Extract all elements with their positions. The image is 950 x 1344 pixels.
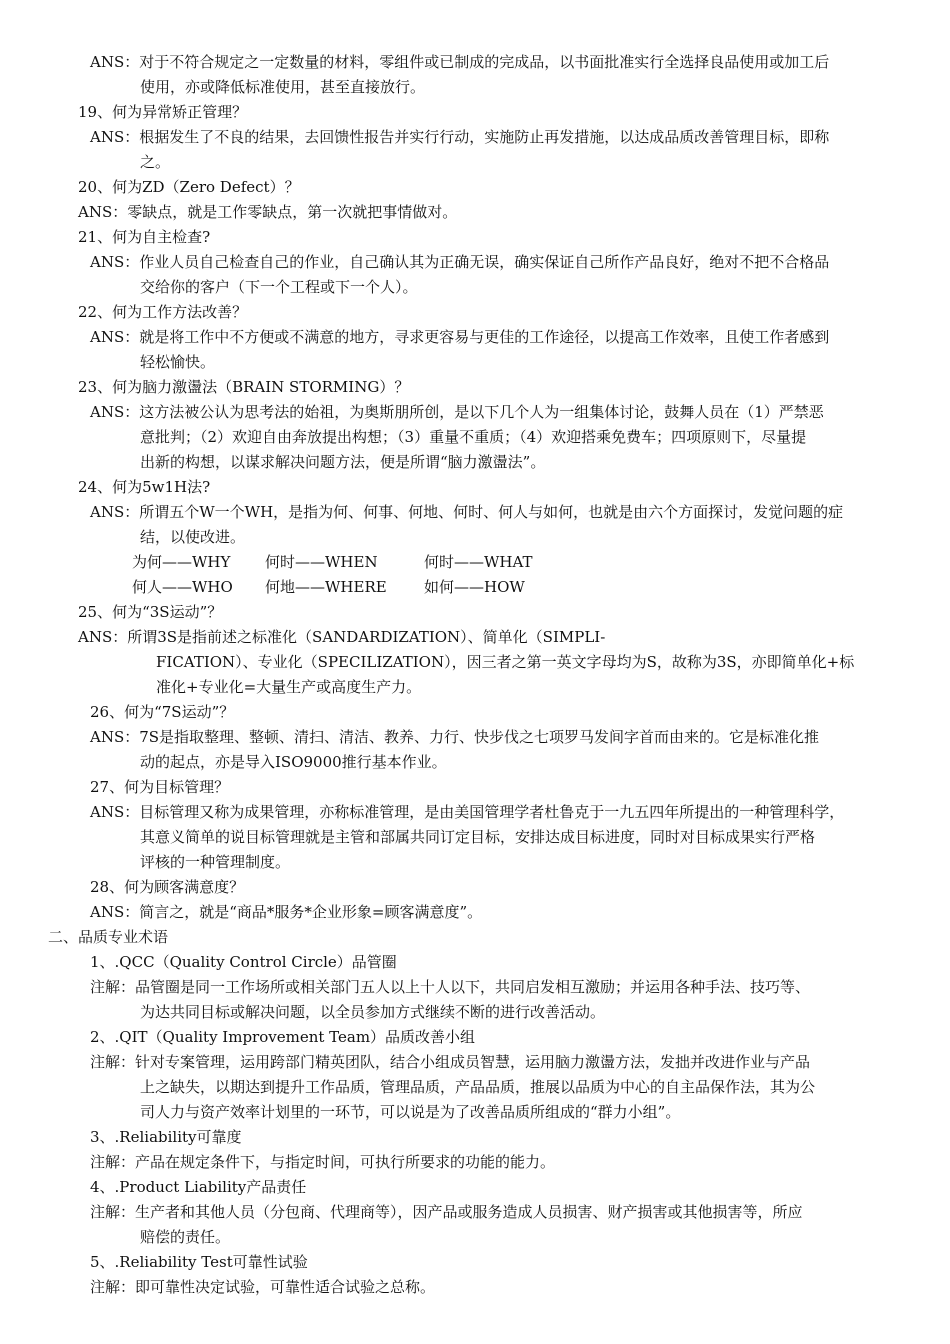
answer-line: ANS：目标管理又称为成果管理，亦称标准管理，是由美国管理学者杜鲁克于一九五四年所提出的一种管理科学， bbox=[90, 803, 845, 821]
question-heading: 20、何为ZD（Zero Defect）？ bbox=[78, 178, 300, 196]
answer-continuation: 其意义简单的说目标管理就是主管和部属共同订定目标，安排达成目标进度，同时对目标成果实行严格 bbox=[140, 828, 816, 846]
answer-continuation: 结，以使改进。 bbox=[140, 528, 246, 546]
5w1h-item: 为何——WHY bbox=[132, 553, 231, 571]
annotation-continuation: 为达共同目标或解决问题，以全员参加方式继续不断的进行改善活动。 bbox=[140, 1003, 606, 1021]
annotation-line: 注解：品管圈是同一工作场所或相关部门五人以上十人以下，共同启发相互激励；并运用各种手法、技巧等、 bbox=[90, 978, 811, 996]
answer-line: ANS：这方法被公认为思考法的始祖，为奥斯朋所创，是以下几个人为一组集体讨论，鼓舞人员在（1）严禁恶 bbox=[90, 403, 824, 421]
answer-line: ANS：根据发生了不良的结果，去回馈性报告并实行行动，实施防止再发措施，以达成品质改善管理目标，即称 bbox=[90, 128, 830, 146]
question-heading: 25、何为“3S运动”？ bbox=[78, 603, 223, 621]
term-heading: 5、.Reliability Test可靠性试验 bbox=[90, 1253, 308, 1271]
5w1h-item: 如何——HOW bbox=[424, 578, 525, 596]
answer-continuation: 评核的一种管理制度。 bbox=[140, 853, 291, 871]
question-heading: 24、何为5w1H法? bbox=[78, 478, 211, 496]
term-heading: 3、.Reliability可靠度 bbox=[90, 1128, 242, 1146]
5w1h-item: 何地——WHERE bbox=[265, 578, 387, 596]
answer-continuation: 轻松愉快。 bbox=[140, 353, 216, 371]
answer-line: ANS：所谓3S是指前述之标准化（SANDARDIZATION）、简单化（SIMPLI- bbox=[78, 628, 606, 646]
annotation-line: 注解：产品在规定条件下，与指定时间，可执行所要求的功能的能力。 bbox=[90, 1153, 556, 1171]
5w1h-item: 何人——WHO bbox=[132, 578, 233, 596]
answer-line: ANS：零缺点，就是工作零缺点，第一次就把事情做对。 bbox=[78, 203, 458, 221]
answer-continuation: 交给你的客户（下一个工程或下一个人）。 bbox=[140, 278, 418, 296]
annotation-continuation: 上之缺失，以期达到提升工作品质，管理品质，产品品质，推展以品质为中心的自主品保作法，其为公 bbox=[140, 1078, 816, 1096]
answer-continuation: FICATION）、专业化（SPECILIZATION），因三者之第一英文字母均为S，故称为3S，亦即简单化+标 bbox=[156, 653, 855, 671]
question-heading: 19、何为异常矫正管理？ bbox=[78, 103, 248, 121]
question-heading: 21、何为自主检查? bbox=[78, 228, 211, 246]
answer-line: ANS：所谓五个W一个WH，是指为何、何事、何地、何时、何人与如何，也就是由六个方面探讨，发觉问题的症 bbox=[90, 503, 844, 521]
term-heading: 2、.QIT（Quality Improvement Team）品质改善小组 bbox=[90, 1028, 476, 1046]
answer-continuation: 动的起点，亦是导入ISO9000推行基本作业。 bbox=[140, 753, 447, 771]
question-heading: 26、何为“7S运动”？ bbox=[90, 703, 235, 721]
answer-continuation: 出新的构想，以谋求解决问题方法，便是所谓“脑力激盪法”。 bbox=[140, 453, 546, 471]
5w1h-item: 何时——WHEN bbox=[265, 553, 378, 571]
answer-continuation: 意批判；（2）欢迎自由奔放提出构想；（3）重量不重质；（4）欢迎搭乘免费车；四项原则下，尽量提 bbox=[140, 428, 807, 446]
answer-line: ANS：简言之，就是“商品*服务*企业形象=顾客满意度”。 bbox=[90, 903, 483, 921]
5w1h-item: 何时——WHAT bbox=[424, 553, 533, 571]
question-heading: 22、何为工作方法改善？ bbox=[78, 303, 248, 321]
annotation-line: 注解：即可靠性决定试验，可靠性适合试验之总称。 bbox=[90, 1278, 436, 1296]
annotation-continuation: 司人力与资产效率计划里的一环节，可以说是为了改善品质所组成的“群力小组”。 bbox=[140, 1103, 681, 1121]
annotation-line: 注解：生产者和其他人员（分包商、代理商等），因产品或服务造成人员损害、财产损害或其他损害等，所应 bbox=[90, 1203, 803, 1221]
annotation-line: 注解：针对专案管理，运用跨部门精英团队，结合小组成员智慧，运用脑力激盪方法，发拙并改进作业与产品 bbox=[90, 1053, 811, 1071]
answer-line: ANS：对于不符合规定之一定数量的材料，零组件或已制成的完成品，以书面批准实行全选择良品使用或加工后 bbox=[90, 53, 830, 71]
question-heading: 23、何为脑力激盪法（BRAIN STORMING）？ bbox=[78, 378, 410, 396]
answer-continuation: 准化+专业化=大量生产或高度生产力。 bbox=[156, 678, 422, 696]
answer-line: ANS：就是将工作中不方便或不满意的地方，寻求更容易与更佳的工作途径，以提高工作效率，且使工作者感到 bbox=[90, 328, 830, 346]
answer-line: ANS：作业人员自己检查自己的作业，自己确认其为正确无误，确实保证自己所作产品良好，绝对不把不合格品 bbox=[90, 253, 830, 271]
section-heading: 二、品质专业术语 bbox=[48, 928, 169, 946]
annotation-continuation: 赔偿的责任。 bbox=[140, 1228, 231, 1246]
answer-continuation: 之。 bbox=[140, 153, 171, 171]
term-heading: 1、.QCC（Quality Control Circle）品管圈 bbox=[90, 953, 397, 971]
question-heading: 28、何为顾客满意度？ bbox=[90, 878, 245, 896]
term-heading: 4、.Product Liability产品责任 bbox=[90, 1178, 307, 1196]
question-heading: 27、何为目标管理？ bbox=[90, 778, 230, 796]
answer-continuation: 使用，亦或降低标准使用，甚至直接放行。 bbox=[140, 78, 426, 96]
answer-line: ANS：7S是指取整理、整顿、清扫、清洁、教养、力行、快步伐之七项罗马发间字首而由来的。它是标准化推 bbox=[90, 728, 820, 746]
